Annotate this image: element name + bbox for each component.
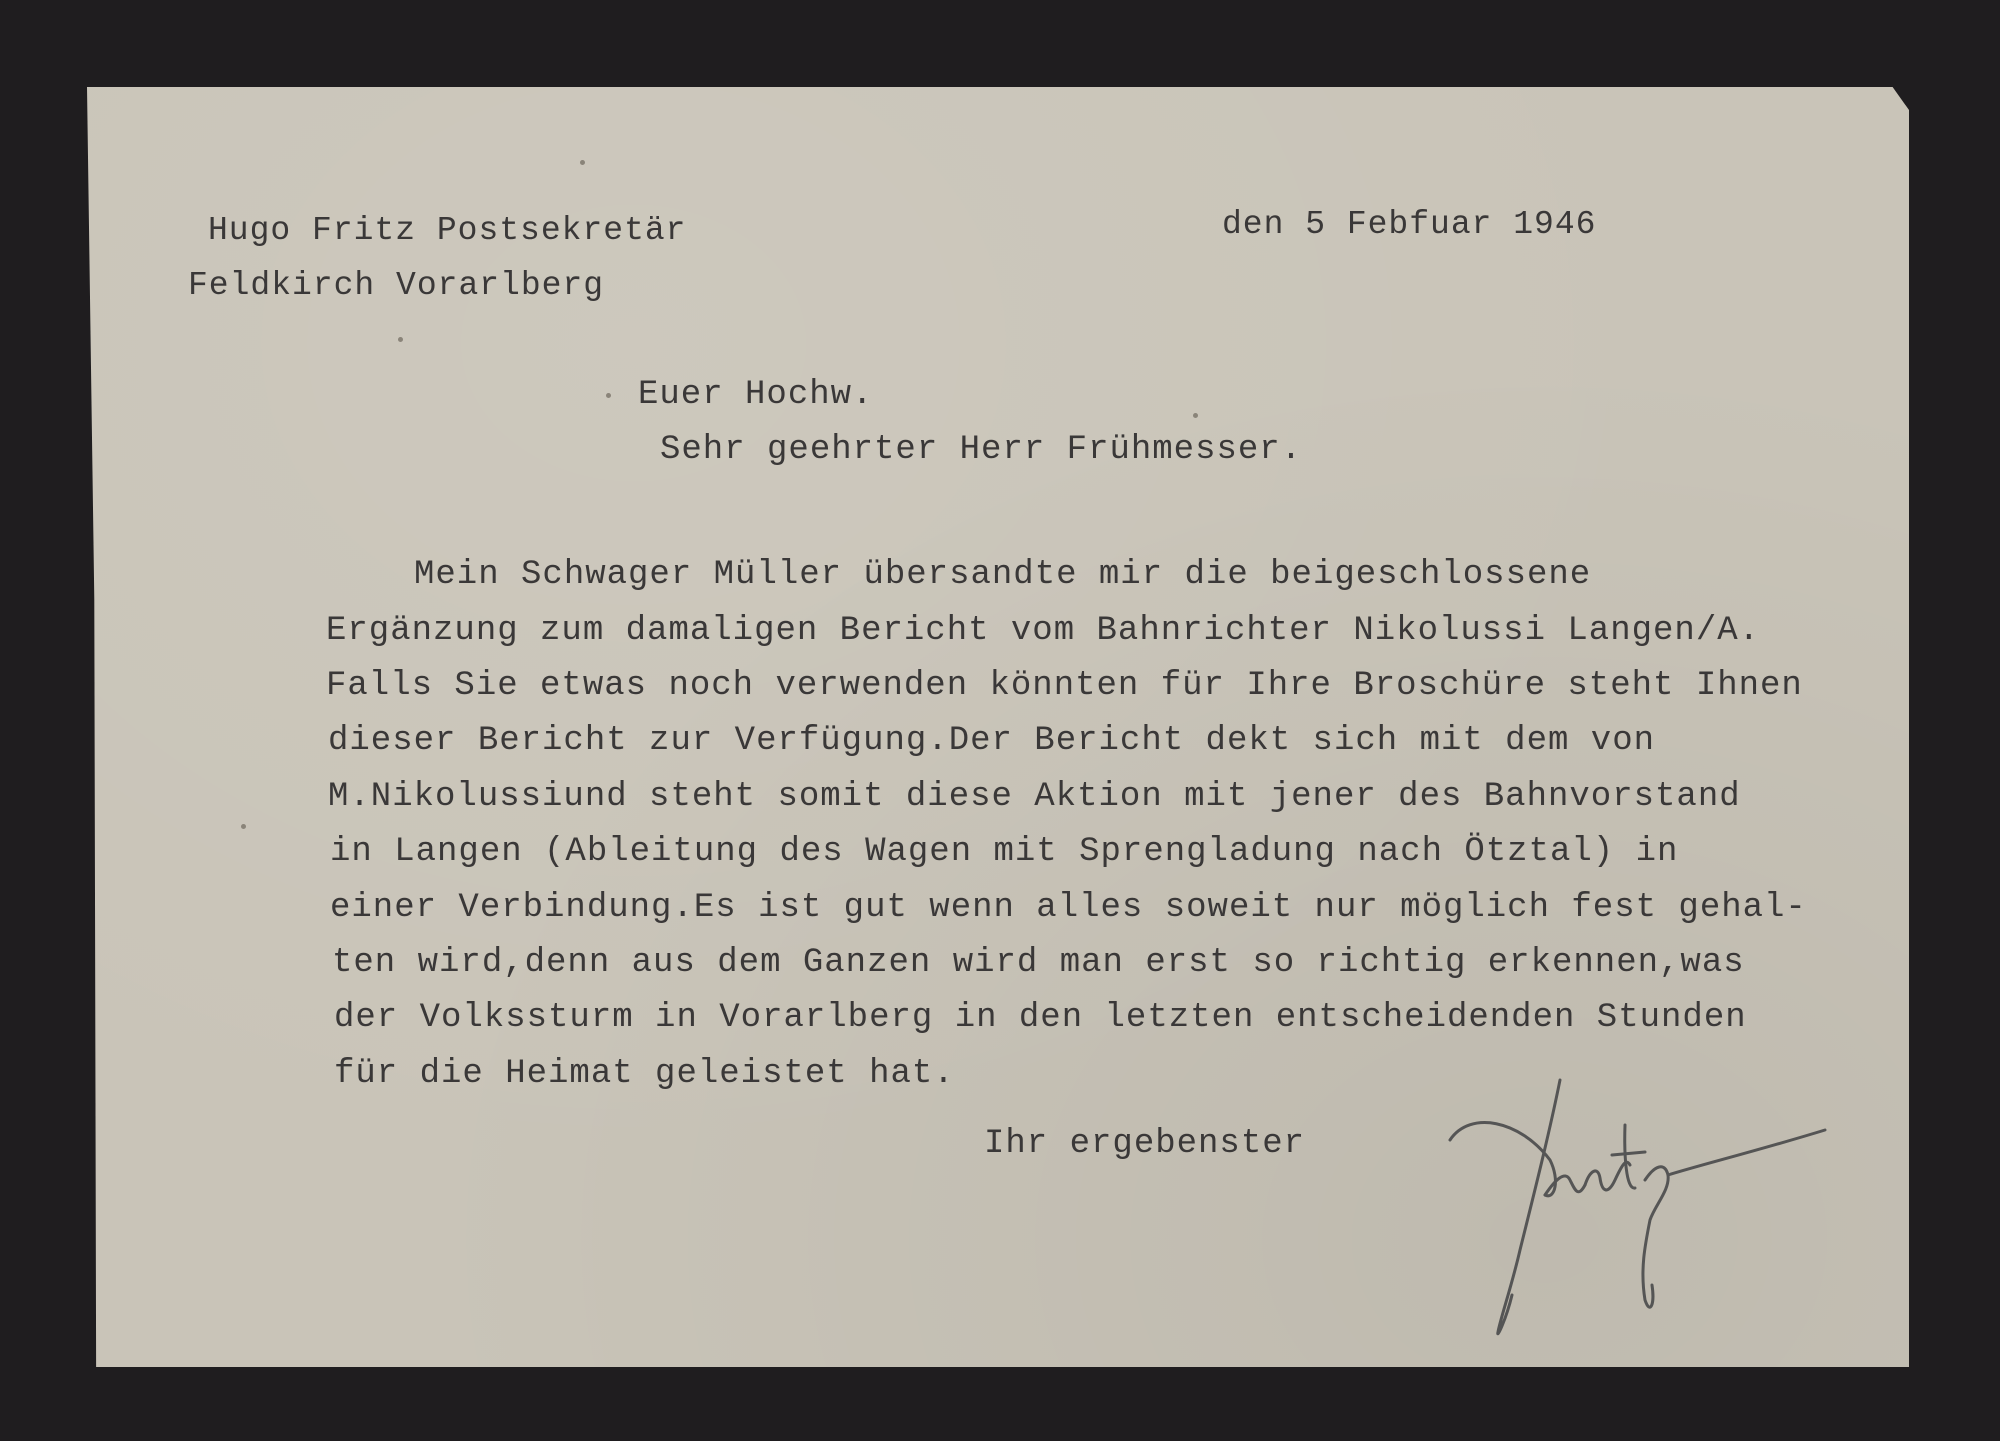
body-line: M.Nikolussiund steht somit diese Aktion mit jener des Bahnvorstand (328, 778, 1741, 816)
closing: Ihr ergebenster (984, 1125, 1306, 1163)
sender-name: Hugo Fritz Postsekretär (208, 212, 687, 249)
paper-speck (1193, 413, 1198, 418)
body-line: ten wird,denn aus dem Ganzen wird man erst so richtig erkennen,was (332, 944, 1745, 982)
paper-speck (606, 393, 611, 398)
body-line: dieser Bericht zur Verfügung.Der Bericht dekt sich mit dem von (328, 722, 1656, 760)
body-line: für die Heimat geleistet hat. (334, 1055, 955, 1093)
body-line: einer Verbindung.Es ist gut wenn alles soweit nur möglich fest gehal- (330, 889, 1807, 927)
salutation-title: Euer Hochw. (638, 376, 874, 414)
body-line: Falls Sie etwas noch verwenden könnten für Ihre Broschüre steht Ihnen (326, 667, 1803, 705)
body-line: Mein Schwager Müller übersandte mir die beigeschlossene (414, 556, 1592, 594)
body-line: Ergänzung zum damaligen Bericht vom Bahnrichter Nikolussi Langen/A. (326, 612, 1761, 650)
paper-speck (398, 337, 403, 342)
body-line: der Volkssturm in Vorarlberg in den letzten entscheidenden Stunden (334, 999, 1747, 1037)
salutation-greeting: Sehr geehrter Herr Frühmesser. (660, 431, 1303, 469)
paper-speck (580, 160, 585, 165)
letter-date: den 5 Febfuar 1946 (1222, 206, 1597, 243)
handwritten-signature (1440, 1070, 1840, 1340)
body-line: in Langen (Ableitung des Wagen mit Sprengladung nach Ötztal) in (330, 833, 1679, 871)
sender-location: Feldkirch Vorarlberg (188, 267, 605, 304)
paper-speck (241, 824, 246, 829)
